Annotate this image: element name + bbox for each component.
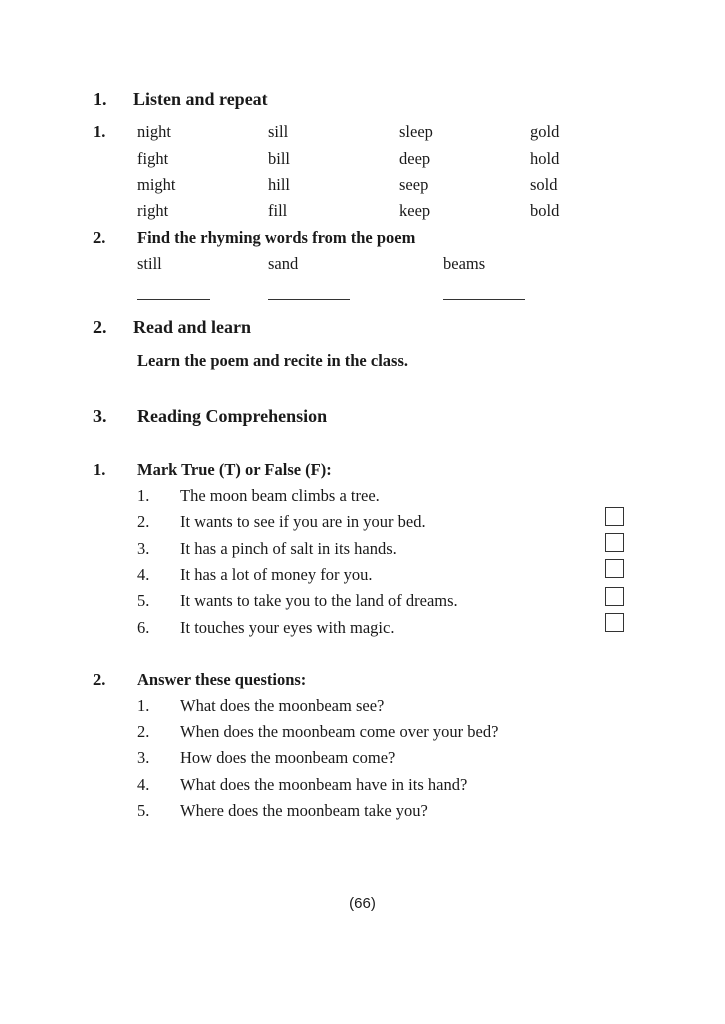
section-3-title: Reading Comprehension [137,406,328,426]
word: might [137,175,176,194]
word: fill [268,201,288,220]
question-text: What does the moonbeam see? [180,696,385,715]
section-2-number: 2. [93,317,107,337]
question-number: 2. [137,722,150,741]
section-1-number: 1. [93,89,107,109]
word: deep [399,149,431,168]
answer-blank[interactable] [137,299,210,300]
tf-answer-box[interactable] [605,533,624,552]
word: fight [137,149,169,168]
question-number: 1. [137,696,150,715]
questions-title: Answer these questions: [137,670,307,689]
tf-title: Mark True (T) or False (F): [137,460,332,479]
tf-answer-box[interactable] [605,587,624,606]
word: bold [530,201,560,220]
word: sleep [399,122,433,141]
tf-item-text: It touches your eyes with magic. [180,618,395,637]
tf-item-text: The moon beam climbs a tree. [180,486,380,505]
tf-item-number: 3. [137,539,150,558]
word: right [137,201,169,220]
tf-item-number: 6. [137,618,150,637]
word: seep [399,175,429,194]
tf-number: 1. [93,460,106,479]
word: hold [530,149,560,168]
question-text: How does the moonbeam come? [180,748,396,767]
word: keep [399,201,431,220]
tf-item-number: 4. [137,565,150,584]
section-2-title: Read and learn [133,317,252,337]
tf-item-number: 1. [137,486,150,505]
rhyme-word: beams [443,254,486,273]
tf-item-text: It wants to take you to the land of dreams. [180,591,458,610]
question-number: 4. [137,775,150,794]
rhyme-word: still [137,254,162,273]
tf-answer-box[interactable] [605,507,624,526]
question-text: What does the moonbeam have in its hand? [180,775,468,794]
word: sold [530,175,558,194]
tf-item-text: It has a pinch of salt in its hands. [180,539,397,558]
tf-item-number: 2. [137,512,150,531]
tf-item-number: 5. [137,591,150,610]
q2-title: Find the rhyming words from the poem [137,228,416,247]
questions-number: 2. [93,670,106,689]
question-text: When does the moonbeam come over your bed? [180,722,499,741]
tf-item-text: It wants to see if you are in your bed. [180,512,426,531]
page-number: (66) [349,895,376,912]
answer-blank[interactable] [268,299,350,300]
word: hill [268,175,291,194]
word: sill [268,122,289,141]
section-2-instruction: Learn the poem and recite in the class. [137,351,409,370]
answer-blank[interactable] [443,299,525,300]
word: night [137,122,171,141]
q1-number: 1. [93,122,106,141]
question-number: 5. [137,801,150,820]
question-number: 3. [137,748,150,767]
tf-answer-box[interactable] [605,559,624,578]
word: bill [268,149,291,168]
tf-answer-box[interactable] [605,613,624,632]
word: gold [530,122,560,141]
tf-item-text: It has a lot of money for you. [180,565,373,584]
question-text: Where does the moonbeam take you? [180,801,428,820]
section-1-title: Listen and repeat [133,89,268,109]
q2-number: 2. [93,228,106,247]
rhyme-word: sand [268,254,299,273]
section-3-number: 3. [93,406,107,426]
